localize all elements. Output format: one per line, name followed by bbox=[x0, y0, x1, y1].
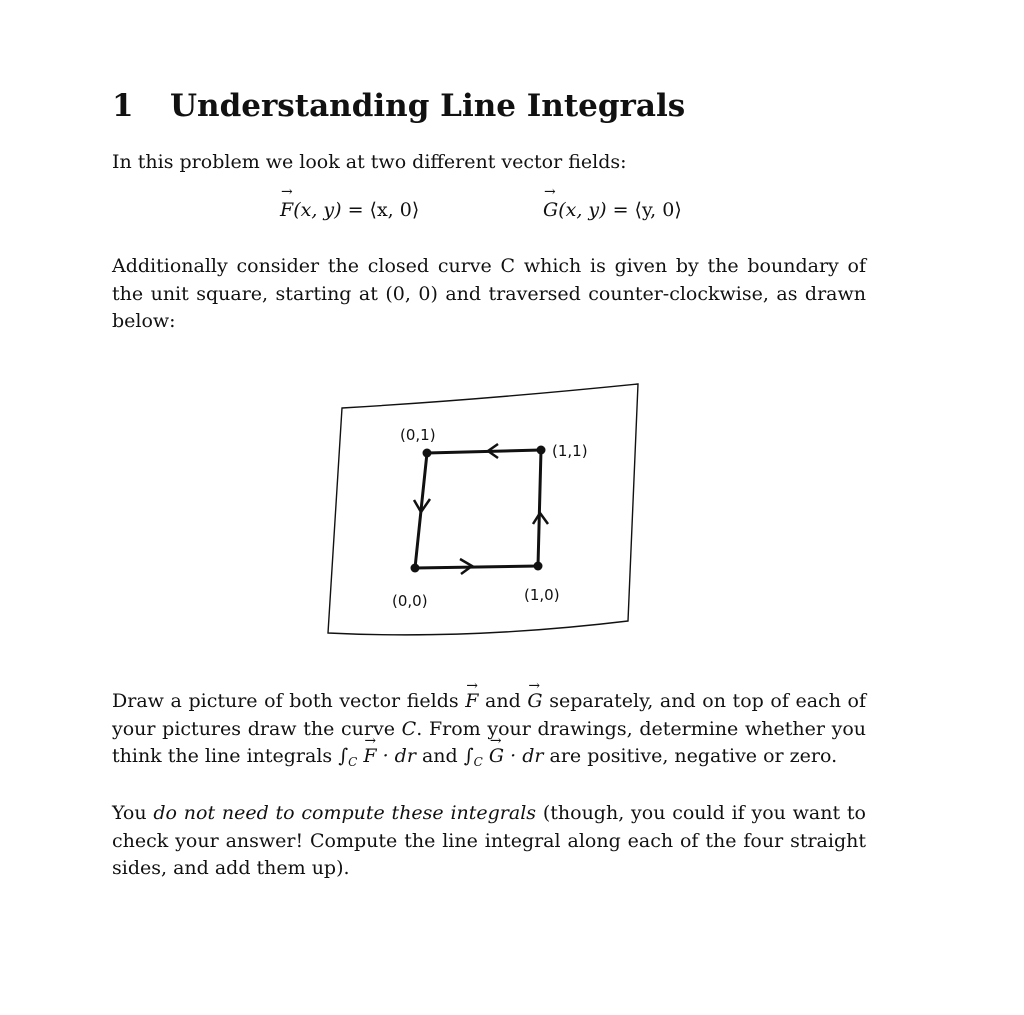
section-heading bbox=[112, 88, 685, 124]
label-1-1: (1,1) bbox=[552, 442, 588, 460]
label-0-1: (0,1) bbox=[400, 426, 436, 444]
task-and-2: and bbox=[421, 745, 458, 767]
task-text-4: are positive, negative or zero. bbox=[549, 745, 838, 767]
note-rest: (though, you could if you want to check your answer! Compute the line integral along each of the four straight sides, and add them up). bbox=[112, 802, 866, 879]
vector-f-symbol: → F bbox=[280, 199, 293, 221]
task-curve-c: C bbox=[401, 717, 417, 740]
section-number: 1 bbox=[112, 88, 134, 124]
unit-square-sketch bbox=[320, 378, 650, 648]
note-paragraph bbox=[112, 800, 866, 883]
square-curve bbox=[415, 450, 541, 568]
equation-f bbox=[280, 199, 419, 221]
note-lead: You bbox=[112, 802, 147, 824]
point-0-1 bbox=[423, 449, 432, 458]
integrand-dr-1: · dr bbox=[382, 745, 416, 767]
note-emphasis: do not need to compute these integrals bbox=[153, 802, 537, 824]
equation-f-rhs: = ⟨x, 0⟩ bbox=[347, 199, 420, 221]
task-vector-f: → F bbox=[465, 688, 478, 716]
task-vector-g: → G bbox=[527, 688, 542, 716]
hand-drawn-figure bbox=[320, 378, 650, 648]
integral-sub-1: C bbox=[348, 755, 358, 769]
task-and-1: and bbox=[485, 690, 521, 712]
section-title: Understanding Line Integrals bbox=[170, 88, 686, 124]
label-0-0: (0,0) bbox=[392, 592, 428, 610]
equation-g-rhs: = ⟨y, 0⟩ bbox=[612, 199, 682, 221]
point-1-0 bbox=[534, 562, 543, 571]
equation-f-args: (x, y) bbox=[293, 199, 342, 221]
integral-symbol-1: ∫ bbox=[338, 745, 349, 767]
integral-symbol-2: ∫ bbox=[463, 745, 474, 767]
equation-g bbox=[543, 199, 682, 221]
figure-frame bbox=[328, 384, 638, 635]
vector-g-symbol: → G bbox=[543, 199, 558, 221]
point-0-0 bbox=[411, 564, 420, 573]
point-1-1 bbox=[537, 446, 546, 455]
integrand-f: → F bbox=[363, 743, 376, 771]
integrand-g: → G bbox=[489, 743, 504, 771]
task-text-2: separately, and on top of each of your pictures draw the curve bbox=[112, 690, 867, 740]
task-text-3: . From your drawings, determine whether you think the line integrals bbox=[112, 717, 867, 767]
intro-paragraph: In this problem we look at two different vector fields: bbox=[112, 151, 627, 173]
integrand-dr-2: · dr bbox=[510, 745, 544, 767]
equation-g-args: (x, y) bbox=[558, 199, 607, 221]
task-text-1: Draw a picture of both vector fields bbox=[112, 690, 459, 712]
curve-description: Additionally consider the closed curve C which is given by the boundary of the unit square, starting at (0, 0) and traversed counter-clockwise, as drawn below: bbox=[112, 255, 866, 332]
integral-sub-2: C bbox=[473, 755, 483, 769]
label-1-0: (1,0) bbox=[524, 586, 560, 604]
task-paragraph bbox=[112, 688, 866, 777]
